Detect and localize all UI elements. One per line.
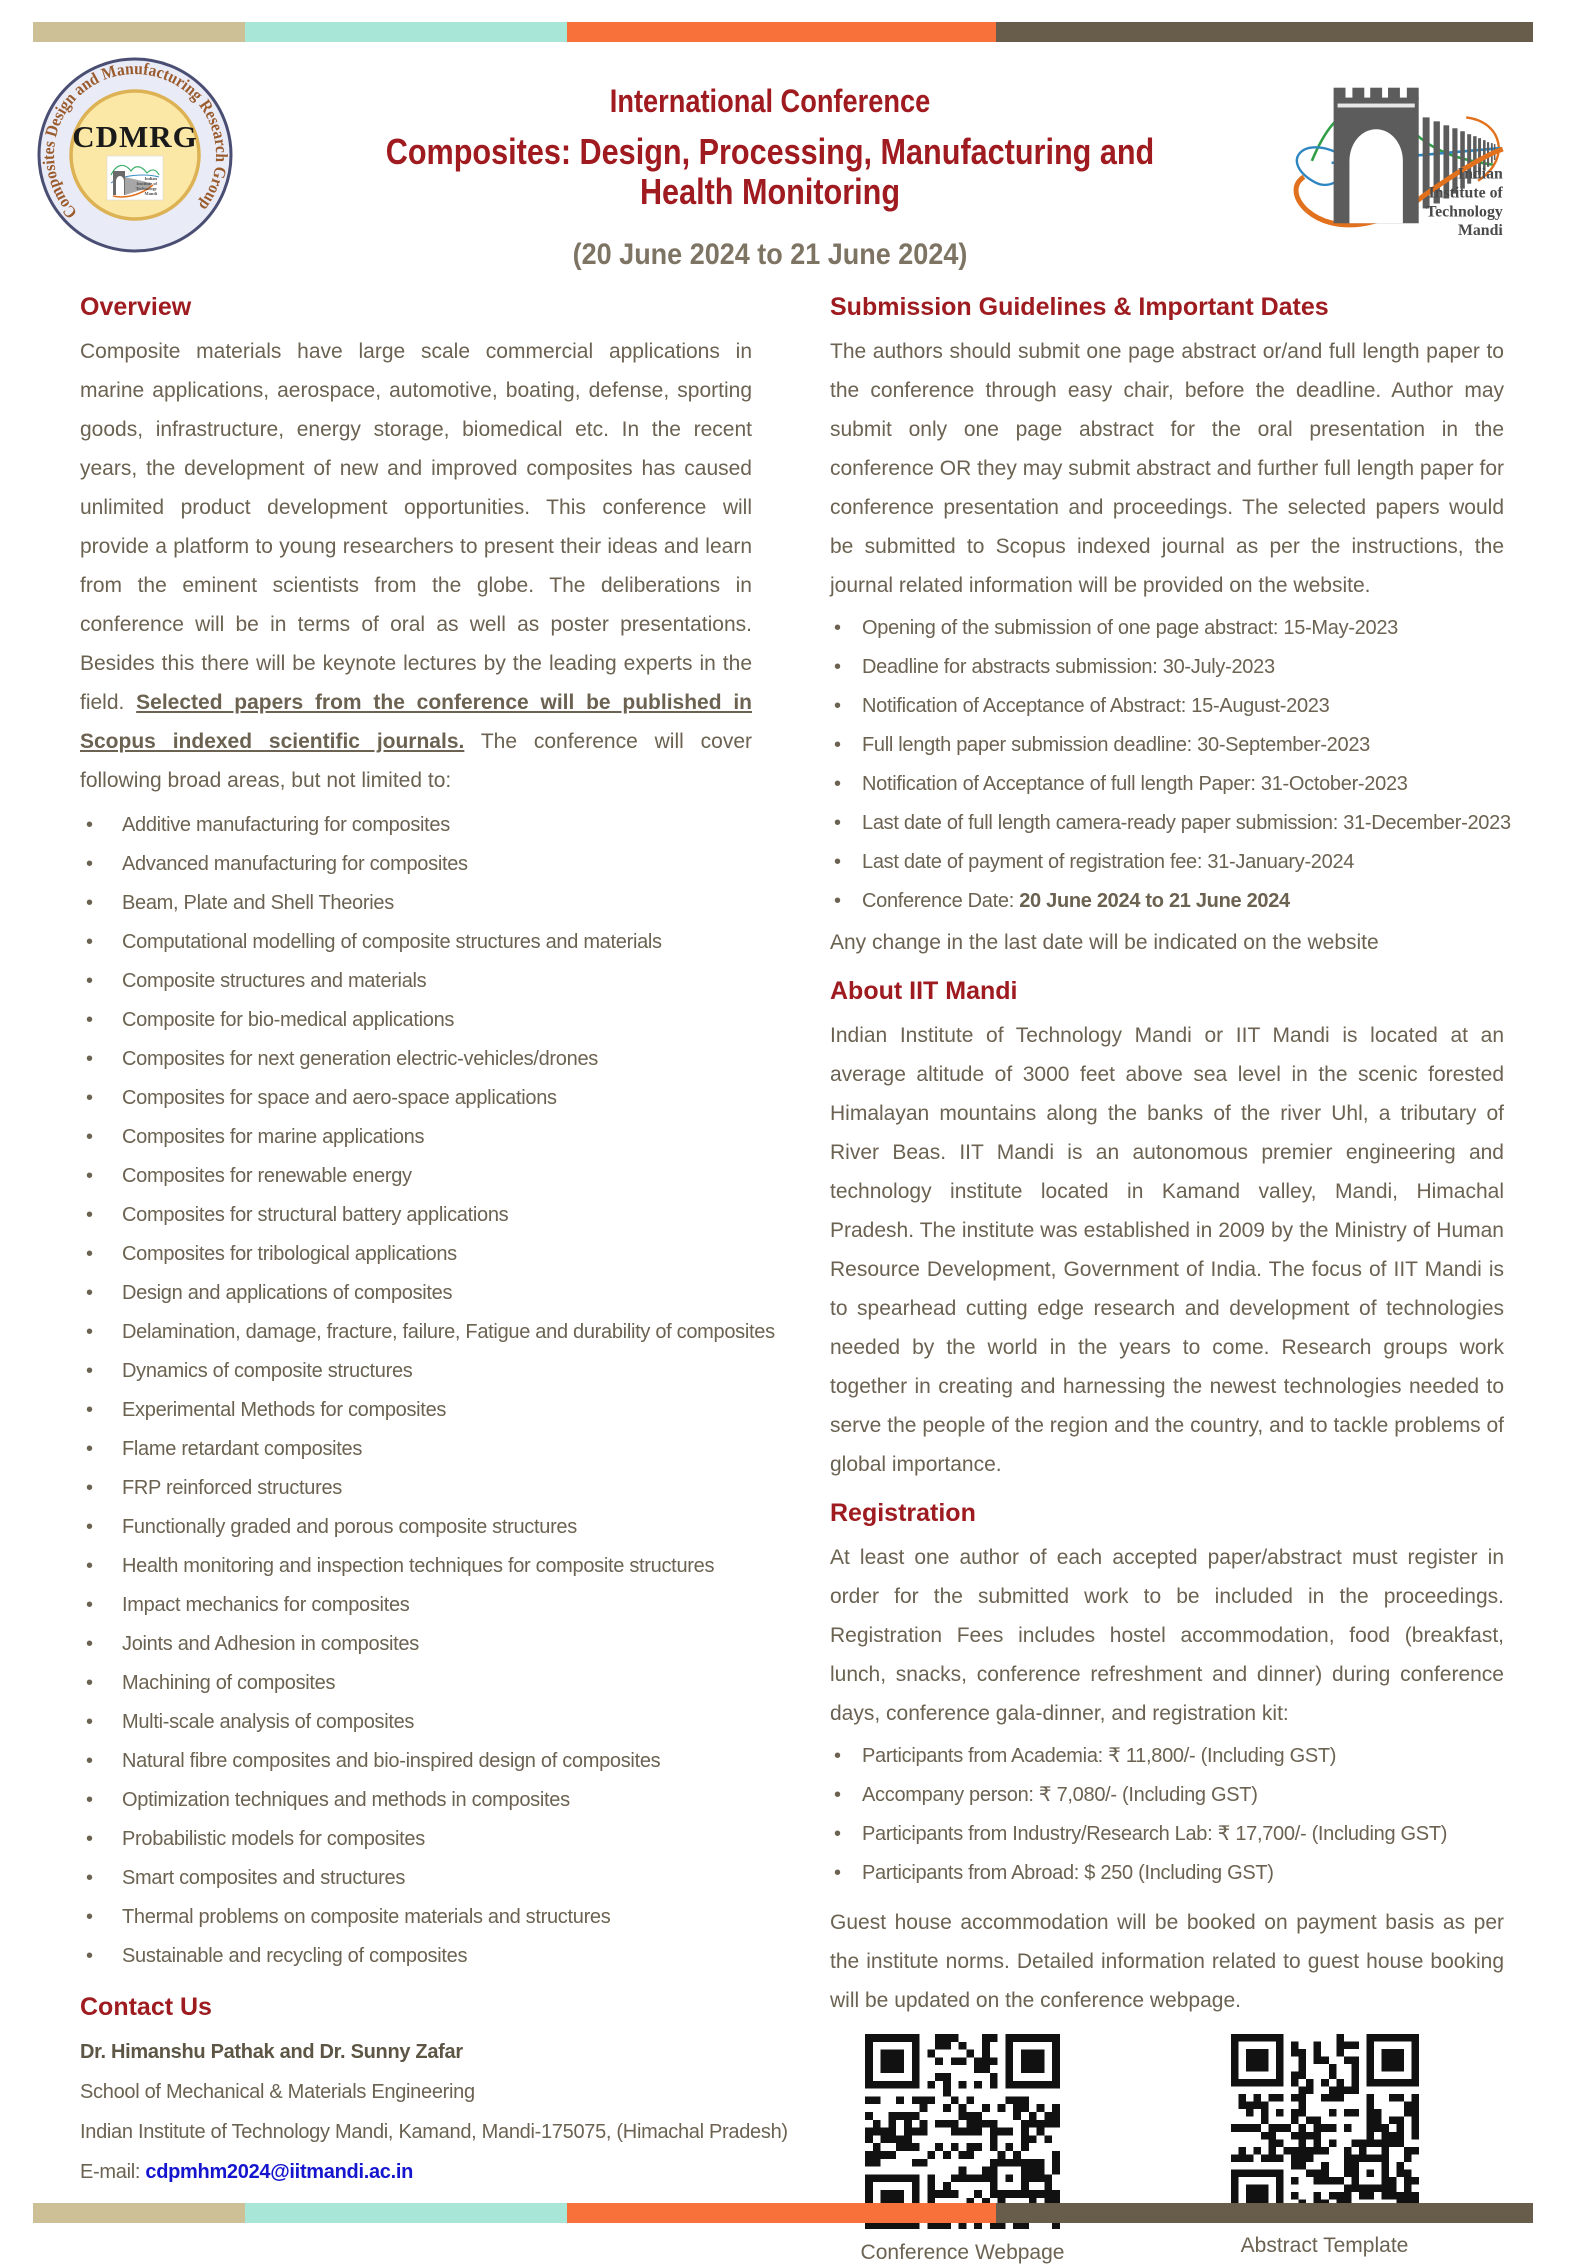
contact-names: Dr. Himanshu Pathak and Dr. Sunny Zafar [80, 2041, 463, 2063]
overview-tail: The conference will cover following broad areas, but not limited to: [80, 730, 753, 792]
topic-item: • Design and applications of composites [80, 1274, 752, 1313]
topic-item: • Joints and Adhesion in composites [80, 1625, 752, 1664]
topic-item: • Thermal problems on composite materials and structures [80, 1898, 752, 1937]
contact-section [80, 1990, 788, 2192]
submission-heading: Submission Guidelines & Important Dates [830, 293, 1329, 321]
important-dates-list [830, 609, 1511, 921]
date-item: • Full length paper submission deadline: 30-September-2023 [830, 726, 1504, 765]
topic-item: • Additive manufacturing for composites [80, 806, 752, 845]
left-column [80, 290, 788, 2192]
qr-conference-webpage [860, 2034, 1065, 2265]
date-item: • Deadline for abstracts submission: 30-July-2023 [830, 648, 1504, 687]
topic-item: • Dynamics of composite structures [80, 1352, 752, 1391]
date-item: • Opening of the submission of one page abstract: 15-May-2023 [830, 609, 1504, 648]
submission-paragraph: The authors should submit one page abstract or/and full length paper to the conference through easy chair, before the deadline. Author may submit only one page abstract for the oral presentation in the conference OR they may submit abstract and further full length paper for conference presentation and proceedings. The selected papers would be submitted to Scopus indexed journal as per the instructions, the journal related information will be provided on the website. [830, 340, 1504, 597]
topic-item: • Health monitoring and inspection techniques for composite structures [80, 1547, 752, 1586]
iit-text-line1: Indian [1457, 165, 1503, 183]
conference-title-line1: International Conference [609, 83, 931, 119]
iit-text-line3: Technology [1425, 203, 1503, 221]
topic-item: • Composites for renewable energy [80, 1157, 752, 1196]
registration-paragraph: At least one author of each accepted paper/abstract must register in order for the submitted work to be included in the proceedings. Registration Fees includes hostel accommodation, food (breakfast, lunch, snacks, conference refreshment and dinner) during conference days, conference gala-dinner, and registration kit: [830, 1546, 1504, 1725]
topic-item: • Composites for tribological applications [80, 1235, 752, 1274]
topic-item: • Advanced manufacturing for composites [80, 845, 752, 884]
topic-item: • Composite for bio-medical applications [80, 1001, 752, 1040]
topic-item: • Composite structures and materials [80, 962, 752, 1001]
bar-segment-orange [567, 2203, 996, 2223]
overview-paragraph [80, 332, 752, 800]
cdmrg-ring-text: Composites Design and Manufacturing Research Group [38, 58, 232, 223]
overview-heading: Overview [80, 293, 192, 321]
iit-mandi-logo [1272, 60, 1510, 253]
cdmrg-logo [30, 55, 240, 260]
conference-title-line2: Composites: Design, Processing, Manufacturing and Health Monitoring [385, 131, 1155, 212]
date-item: • Last date of full length camera-ready paper submission: 31-December-2023 [830, 804, 1504, 843]
contact-school: School of Mechanical & Materials Engineering [80, 2081, 475, 2103]
fee-item: • Participants from Industry/Research Lab: ₹ 17,700/- (Including GST) [830, 1815, 1504, 1854]
conference-dates: (20 June 2024 to 21 June 2024) [572, 238, 968, 271]
iit-text-line2: Institute of [1428, 184, 1503, 202]
bar-segment-orange [567, 22, 996, 42]
bar-segment-tan [33, 2203, 245, 2223]
topic-item: • Smart composites and structures [80, 1859, 752, 1898]
topic-item: • Computational modelling of composite structures and materials [80, 923, 752, 962]
svg-text:Indian: Indian [144, 176, 157, 181]
topic-item: • Machining of composites [80, 1664, 752, 1703]
registration-heading: Registration [830, 1499, 976, 1527]
dates-note: Any change in the last date will be indicated on the website [830, 931, 1379, 954]
iit-mandi-logo-icon [1272, 60, 1510, 248]
topic-item: • Composites for structural battery applications [80, 1196, 752, 1235]
overview-lead: Composite materials have large scale commercial applications in marine applications, aerospace, automotive, boating, defense, sporting goods, infrastructure, energy storage, biomedical etc. In the recent years, the development of new and improved composites has caused unlimited product development opportunities. This conference will provide a platform to young researchers to present their ideas and learn from the eminent scientists from the globe. The deliberations in conference will be in terms of oral as well as poster presentations. Besides this there will be keynote lectures by the leading experts in the field. [80, 340, 752, 714]
topic-item: • Experimental Methods for composites [80, 1391, 752, 1430]
topics-list [80, 806, 775, 1976]
right-column [830, 290, 1511, 2265]
fees-list [830, 1737, 1504, 1893]
bottom-color-bar [33, 2203, 1533, 2223]
topic-item: • Natural fibre composites and bio-inspired design of composites [80, 1742, 752, 1781]
qr-code-abstract-template-icon [1231, 2034, 1419, 2222]
about-paragraph: Indian Institute of Technology Mandi or IIT Mandi is located at an average altitude of 3000 feet above sea level in the scenic forested Himalayan mountains along the banks of the river Uhl, a tributary of River Beas. IIT Mandi is an autonomous premier engineering and technology institute located in Kamand valley, Mandi, Himachal Pradesh. The institute was established in 2009 by the Ministry of Human Resource Development, Government of India. The focus of IIT Mandi is to spearhead cutting edge research and development of technologies needed by the world in the years to come. Research groups work together in creating and harnessing the newest technologies needed to serve the people of the region and the country, and to tackle problems of global importance. [830, 1024, 1504, 1476]
topic-item: • Functionally graded and porous composite structures [80, 1508, 752, 1547]
qr-code-conference-webpage-icon [865, 2034, 1060, 2229]
email-link[interactable]: cdpmhm2024@iitmandi.ac.in [145, 2161, 414, 2183]
bar-segment-brown [996, 2203, 1533, 2223]
iit-text-line4: Mandi [1457, 222, 1503, 240]
qr-label-abstract-template: Abstract Template [1240, 2234, 1409, 2257]
guest-house-note: Guest house accommodation will be booked on payment basis as per the institute norms. Detailed information related to guest house booking will be updated on the conference webpage. [830, 1911, 1504, 2012]
topic-item: • Optimization techniques and methods in composites [80, 1781, 752, 1820]
cdmrg-mini-bridge-icon [107, 156, 163, 200]
topic-item: • FRP reinforced structures [80, 1469, 752, 1508]
email-label: E-mail: [80, 2161, 146, 2183]
svg-text:Institute of: Institute of [136, 181, 157, 186]
topic-item: • Composites for next generation electric-vehicles/drones [80, 1040, 752, 1079]
topic-item: • Impact mechanics for composites [80, 1586, 752, 1625]
fee-item: • Participants from Abroad: $ 250 (Including GST) [830, 1854, 1504, 1893]
topic-item: • Composites for marine applications [80, 1118, 752, 1157]
topic-item: • Multi-scale analysis of composites [80, 1703, 752, 1742]
topic-item: • Beam, Plate and Shell Theories [80, 884, 752, 923]
about-heading: About IIT Mandi [830, 977, 1018, 1005]
qr-row [830, 2034, 1504, 2265]
date-item: • Notification of Acceptance of Abstract: 15-August-2023 [830, 687, 1504, 726]
bar-segment-brown [996, 22, 1533, 42]
bridge-tower [1334, 88, 1419, 224]
poster-title-block [280, 82, 1260, 272]
top-color-bar [33, 22, 1533, 42]
svg-text:Technology: Technology [135, 186, 157, 191]
date-item: • Notification of Acceptance of full length Paper: 31-October-2023 [830, 765, 1504, 804]
cdmrg-acronym: CDMRG [72, 119, 198, 154]
fee-item: • Participants from Academia: ₹ 11,800/- (Including GST) [830, 1737, 1504, 1776]
topic-item: • Delamination, damage, fracture, failure, Fatigue and durability of composites [80, 1313, 752, 1352]
date-item: • Conference Date: 20 June 2024 to 21 June 2024 [830, 882, 1504, 921]
overview-emphasis: Selected papers from the conference will be published in Scopus indexed scientific journals. [80, 691, 752, 753]
date-item: • Last date of payment of registration fee: 31-January-2024 [830, 843, 1504, 882]
bar-segment-tan [33, 22, 245, 42]
bar-segment-teal [245, 2203, 567, 2223]
contact-heading: Contact Us [80, 1993, 212, 2021]
contact-institute: Indian Institute of Technology Mandi, Kamand, Mandi-175075, (Himachal Pradesh) [80, 2121, 788, 2143]
svg-text:Mandi: Mandi [144, 191, 157, 196]
qr-abstract-template [1227, 2034, 1422, 2265]
qr-label-conference-webpage: Conference Webpage [860, 2241, 1065, 2264]
contact-email-line [80, 2152, 752, 2192]
topic-item: • Probabilistic models for composites [80, 1820, 752, 1859]
topic-item: • Sustainable and recycling of composites [80, 1937, 752, 1976]
fee-item: • Accompany person: ₹ 7,080/- (Including GST) [830, 1776, 1504, 1815]
topic-item: • Flame retardant composites [80, 1430, 752, 1469]
cdmrg-logo-icon [30, 55, 240, 255]
topic-item: • Composites for space and aero-space applications [80, 1079, 752, 1118]
bar-segment-teal [245, 22, 567, 42]
